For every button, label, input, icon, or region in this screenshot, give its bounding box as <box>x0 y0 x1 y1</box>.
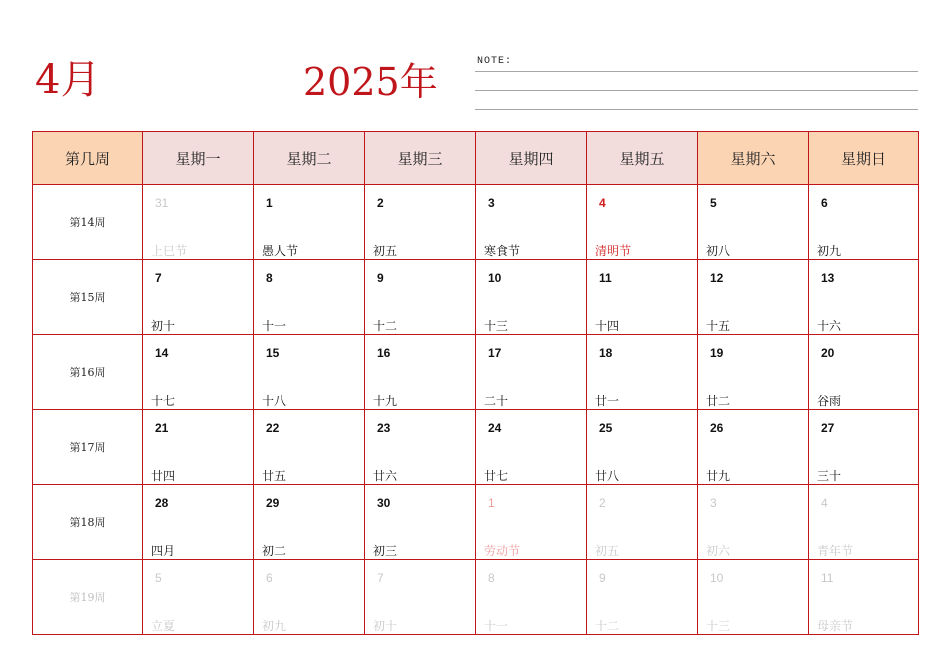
day-cell[interactable] <box>476 185 587 260</box>
day-number: 3 <box>488 196 495 210</box>
day-cell[interactable] <box>809 485 919 560</box>
lunar-or-holiday-label: 四月 <box>151 544 176 558</box>
column-header-saturday: 星期六 <box>698 132 809 185</box>
lunar-or-holiday-label: 十六 <box>817 319 842 333</box>
lunar-or-holiday-label: 愚人节 <box>262 244 299 258</box>
day-cell[interactable] <box>365 260 476 335</box>
lunar-or-holiday-label: 初十 <box>151 319 176 333</box>
day-number: 9 <box>599 571 606 585</box>
day-cell[interactable] <box>365 410 476 485</box>
lunar-or-holiday-label: 青年节 <box>817 544 854 558</box>
lunar-or-holiday-label: 十四 <box>595 319 620 333</box>
lunar-or-holiday-label: 十二 <box>595 619 620 633</box>
column-header-thursday: 星期四 <box>476 132 587 185</box>
lunar-or-holiday-label: 十一 <box>262 319 287 333</box>
week-number-label: 第15周 <box>33 260 143 335</box>
day-number: 26 <box>710 421 724 435</box>
lunar-or-holiday-label: 寒食节 <box>484 244 521 258</box>
day-number: 25 <box>599 421 613 435</box>
day-cell[interactable] <box>587 560 698 635</box>
column-header-sunday: 星期日 <box>809 132 919 185</box>
day-cell[interactable] <box>476 560 587 635</box>
lunar-or-holiday-label: 初十 <box>373 619 398 633</box>
day-number: 4 <box>599 196 606 210</box>
lunar-or-holiday-label: 谷雨 <box>817 394 842 408</box>
year-title: 2025年 <box>303 60 438 104</box>
column-header-friday: 星期五 <box>587 132 698 185</box>
day-cell[interactable] <box>143 410 254 485</box>
day-number: 9 <box>377 271 384 285</box>
lunar-or-holiday-label: 立夏 <box>151 619 176 633</box>
day-cell[interactable] <box>698 410 809 485</box>
day-number: 1 <box>266 196 273 210</box>
lunar-or-holiday-label: 十三 <box>484 319 509 333</box>
day-number: 15 <box>266 346 280 360</box>
month-title: 4月 <box>35 57 101 103</box>
note-label: NOTE: <box>477 56 513 67</box>
day-cell[interactable] <box>476 260 587 335</box>
lunar-or-holiday-label: 十九 <box>373 394 398 408</box>
day-cell[interactable] <box>698 260 809 335</box>
day-cell[interactable] <box>254 185 365 260</box>
lunar-or-holiday-label: 廿五 <box>262 469 287 483</box>
day-number: 24 <box>488 421 502 435</box>
day-cell[interactable] <box>143 260 254 335</box>
note-line[interactable] <box>475 90 918 91</box>
day-number: 10 <box>710 571 724 585</box>
lunar-or-holiday-label: 廿九 <box>706 469 731 483</box>
note-line[interactable] <box>475 109 918 110</box>
day-cell[interactable] <box>143 485 254 560</box>
lunar-or-holiday-label: 廿一 <box>595 394 620 408</box>
day-cell[interactable] <box>254 335 365 410</box>
lunar-or-holiday-label: 廿二 <box>706 394 731 408</box>
lunar-or-holiday-label: 十五 <box>706 319 731 333</box>
day-number: 18 <box>599 346 613 360</box>
day-number: 7 <box>155 271 162 285</box>
day-number: 21 <box>155 421 169 435</box>
day-number: 7 <box>377 571 384 585</box>
week-number-label: 第17周 <box>33 410 143 485</box>
day-number: 13 <box>821 271 835 285</box>
day-cell[interactable] <box>587 410 698 485</box>
day-number: 2 <box>377 196 384 210</box>
day-cell[interactable] <box>254 485 365 560</box>
day-number: 23 <box>377 421 391 435</box>
calendar-body <box>33 185 919 635</box>
day-cell[interactable] <box>809 335 919 410</box>
day-cell[interactable] <box>809 260 919 335</box>
day-number: 22 <box>266 421 280 435</box>
lunar-or-holiday-label: 二十 <box>484 394 509 408</box>
day-cell[interactable] <box>476 485 587 560</box>
day-cell[interactable] <box>698 185 809 260</box>
week-number-label: 第18周 <box>33 485 143 560</box>
lunar-or-holiday-label: 清明节 <box>595 244 632 258</box>
day-number: 19 <box>710 346 724 360</box>
week-number-label: 第14周 <box>33 185 143 260</box>
day-cell[interactable] <box>143 560 254 635</box>
day-cell[interactable] <box>809 185 919 260</box>
day-number: 11 <box>599 271 612 285</box>
week-number-label: 第16周 <box>33 335 143 410</box>
day-cell[interactable] <box>587 260 698 335</box>
day-number: 3 <box>710 496 717 510</box>
lunar-or-holiday-label: 廿六 <box>373 469 398 483</box>
day-cell[interactable] <box>365 560 476 635</box>
day-cell[interactable] <box>587 485 698 560</box>
day-cell[interactable] <box>587 185 698 260</box>
lunar-or-holiday-label: 十七 <box>151 394 176 408</box>
lunar-or-holiday-label: 初六 <box>706 544 731 558</box>
day-number: 14 <box>155 346 169 360</box>
day-number: 10 <box>488 271 502 285</box>
day-number: 2 <box>599 496 606 510</box>
day-number: 8 <box>266 271 273 285</box>
column-header-week: 第几周 <box>33 132 143 185</box>
day-number: 1 <box>488 496 495 510</box>
day-number: 8 <box>488 571 495 585</box>
day-number: 6 <box>821 196 828 210</box>
column-header-wednesday: 星期三 <box>365 132 476 185</box>
day-cell[interactable] <box>698 335 809 410</box>
day-number: 4 <box>821 496 828 510</box>
day-number: 29 <box>266 496 280 510</box>
lunar-or-holiday-label: 劳动节 <box>484 544 521 558</box>
column-header-tuesday: 星期二 <box>254 132 365 185</box>
column-header-monday: 星期一 <box>143 132 254 185</box>
day-cell[interactable] <box>698 485 809 560</box>
lunar-or-holiday-label: 初九 <box>262 619 287 633</box>
day-number: 6 <box>266 571 273 585</box>
day-cell[interactable] <box>476 335 587 410</box>
day-number: 12 <box>710 271 724 285</box>
lunar-or-holiday-label: 十二 <box>373 319 398 333</box>
lunar-or-holiday-label: 初五 <box>373 244 398 258</box>
day-cell[interactable] <box>365 485 476 560</box>
lunar-or-holiday-label: 十一 <box>484 619 509 633</box>
note-line[interactable] <box>475 71 918 72</box>
lunar-or-holiday-label: 廿四 <box>151 469 176 483</box>
lunar-or-holiday-label: 初八 <box>706 244 731 258</box>
day-cell[interactable] <box>254 260 365 335</box>
lunar-or-holiday-label: 初五 <box>595 544 620 558</box>
day-cell[interactable] <box>809 410 919 485</box>
lunar-or-holiday-label: 十三 <box>706 619 731 633</box>
calendar-table <box>32 131 919 635</box>
lunar-or-holiday-label: 初九 <box>817 244 842 258</box>
day-number: 5 <box>710 196 717 210</box>
lunar-or-holiday-label: 上巳节 <box>151 244 188 258</box>
day-number: 20 <box>821 346 835 360</box>
week-row <box>33 560 919 635</box>
day-number: 17 <box>488 346 502 360</box>
lunar-or-holiday-label: 廿七 <box>484 469 509 483</box>
week-row <box>33 185 919 260</box>
lunar-or-holiday-label: 初二 <box>262 544 287 558</box>
day-cell[interactable] <box>365 185 476 260</box>
week-number-label: 第19周 <box>33 560 143 635</box>
day-cell[interactable] <box>254 410 365 485</box>
day-cell[interactable] <box>143 185 254 260</box>
day-cell[interactable] <box>254 560 365 635</box>
day-cell[interactable] <box>476 410 587 485</box>
lunar-or-holiday-label: 初三 <box>373 544 398 558</box>
week-row <box>33 260 919 335</box>
day-number: 30 <box>377 496 391 510</box>
day-cell[interactable] <box>587 335 698 410</box>
day-number: 11 <box>821 571 834 585</box>
day-cell[interactable] <box>698 560 809 635</box>
week-row <box>33 335 919 410</box>
day-number: 31 <box>155 196 169 210</box>
week-row <box>33 410 919 485</box>
lunar-or-holiday-label: 廿八 <box>595 469 620 483</box>
day-cell[interactable] <box>809 560 919 635</box>
day-number: 27 <box>821 421 835 435</box>
week-row <box>33 485 919 560</box>
lunar-or-holiday-label: 母亲节 <box>817 619 854 633</box>
day-cell[interactable] <box>143 335 254 410</box>
lunar-or-holiday-label: 十八 <box>262 394 287 408</box>
header-row <box>33 132 919 185</box>
day-number: 28 <box>155 496 169 510</box>
day-number: 5 <box>155 571 162 585</box>
day-number: 16 <box>377 346 391 360</box>
lunar-or-holiday-label: 三十 <box>817 469 842 483</box>
day-cell[interactable] <box>365 335 476 410</box>
